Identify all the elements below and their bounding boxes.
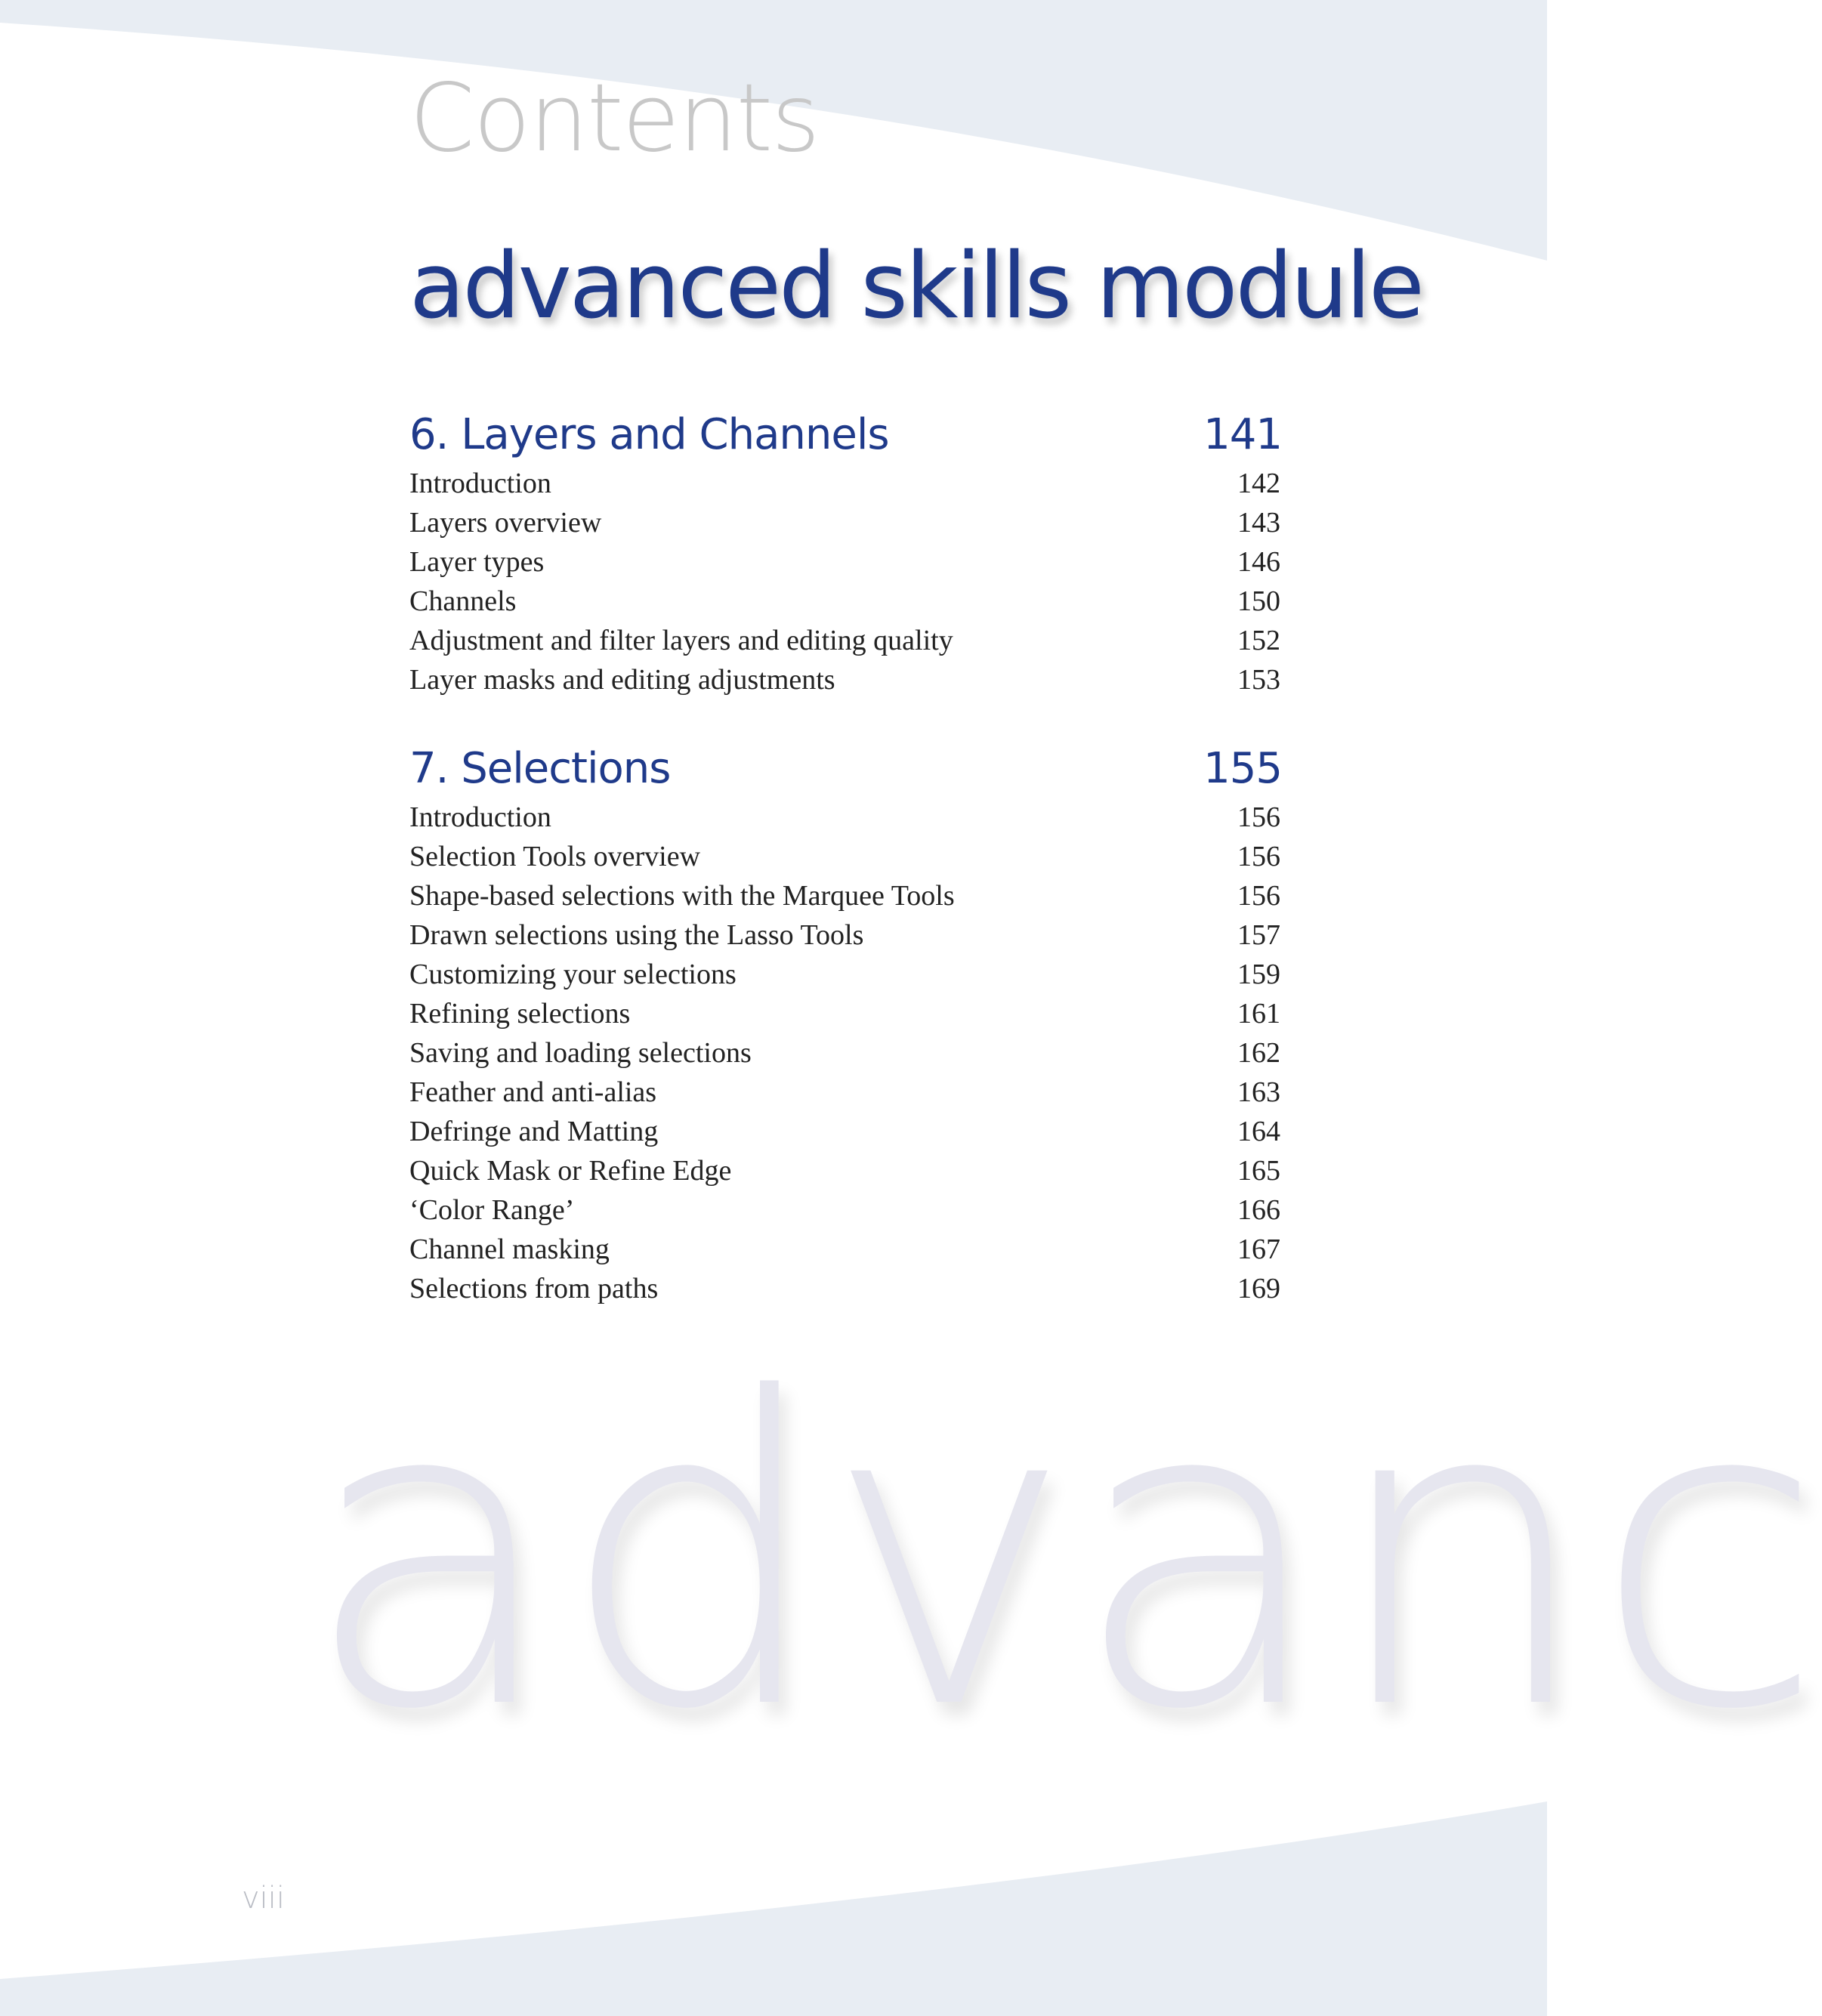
watermark-text: advanc [302,1310,1822,1802]
toc-entry[interactable] [409,994,1282,1033]
toc-entry[interactable] [409,1269,1282,1308]
entry-label: Feather and anti-alias [409,1076,657,1108]
entry-page: 169 [1237,1273,1280,1304]
entry-page: 162 [1237,1037,1280,1069]
toc-entry[interactable] [409,1073,1282,1112]
entry-label: Layer masks and editing adjustments [409,664,835,696]
toc-entry[interactable] [409,915,1282,955]
contents-heading: Contents [409,64,819,173]
entry-label: Refining selections [409,998,631,1030]
toc-entry[interactable] [409,1151,1282,1190]
entry-page: 143 [1237,507,1280,539]
entry-page: 167 [1237,1233,1280,1265]
entry-page: 156 [1237,880,1280,912]
entry-page: 166 [1237,1194,1280,1226]
entry-label: ‘Color Range’ [409,1194,575,1226]
toc-entry[interactable] [409,464,1282,503]
toc-entry[interactable] [409,1112,1282,1151]
chapter-title: 6. Layers and Channels [409,410,889,459]
entry-page: 157 [1237,919,1280,951]
entry-page: 146 [1237,546,1280,578]
entry-page: 142 [1237,468,1280,499]
entry-label: Channel masking [409,1233,610,1265]
entry-page: 163 [1237,1076,1280,1108]
toc-entry[interactable] [409,1190,1282,1230]
chapter-page: 141 [1203,410,1282,459]
entry-label: Layers overview [409,507,602,539]
toc-entry[interactable] [409,798,1282,837]
entry-page: 164 [1237,1116,1280,1147]
toc-entry[interactable] [409,582,1282,621]
toc-entry[interactable] [409,1033,1282,1073]
chapter-page: 155 [1203,744,1282,793]
entry-label: Adjustment and filter layers and editing quality [409,625,953,656]
entry-page: 161 [1237,998,1280,1030]
entry-label: Drawn selections using the Lasso Tools [409,919,864,951]
chapter-heading[interactable] [409,410,1282,464]
entry-label: Defringe and Matting [409,1116,659,1147]
entry-page: 156 [1237,801,1280,833]
entry-page: 156 [1237,841,1280,872]
entry-page: 159 [1237,959,1280,990]
entry-label: Channels [409,585,517,617]
toc-entry[interactable] [409,542,1282,582]
entry-label: Selection Tools overview [409,841,701,872]
entry-page: 153 [1237,664,1280,696]
entry-label: Customizing your selections [409,959,737,990]
toc-entry[interactable] [409,621,1282,660]
entry-label: Shape-based selections with the Marquee Tools [409,880,955,912]
chapter-title: 7. Selections [409,744,671,793]
entry-page: 150 [1237,585,1280,617]
toc-entry[interactable] [409,503,1282,542]
entry-page: 152 [1237,625,1280,656]
entry-page: 165 [1237,1155,1280,1187]
chapter-heading[interactable] [409,744,1282,798]
toc-entry[interactable] [409,837,1282,876]
entry-label: Selections from paths [409,1273,659,1304]
toc-entry[interactable] [409,876,1282,915]
page-number: viii [242,1881,286,1916]
toc-chapter-6 [409,410,1282,699]
entry-label: Introduction [409,801,551,833]
entry-label: Saving and loading selections [409,1037,752,1069]
toc-entry[interactable] [409,955,1282,994]
entry-label: Layer types [409,546,545,578]
toc-chapter-7 [409,744,1282,1308]
entry-label: Quick Mask or Refine Edge [409,1155,732,1187]
entry-label: Introduction [409,468,551,499]
toc-entry[interactable] [409,1230,1282,1269]
module-title: advanced skills module [409,234,1422,339]
toc-entry[interactable] [409,660,1282,699]
